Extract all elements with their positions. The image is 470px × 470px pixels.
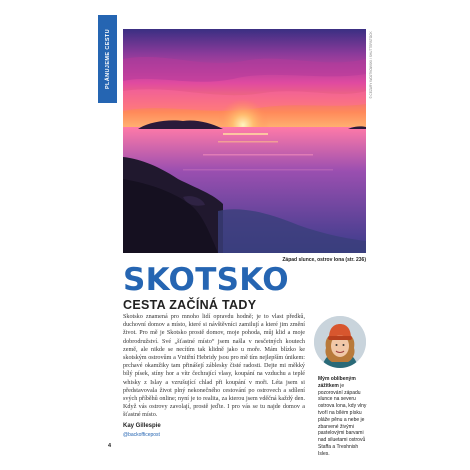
author-handle[interactable]: @backofficepost bbox=[123, 432, 160, 438]
page-subtitle: CESTA ZAČÍNÁ TADY bbox=[123, 298, 257, 312]
photo-credit bbox=[368, 30, 374, 100]
sunset-photo bbox=[123, 29, 366, 253]
body-paragraph: Skotsko znamená pro mnoho lidí opravdu hodně; je to vlast předků, duchovní domov a místo, které si návštěvníci zamilují a které jim změní život. Pro mě je Skotsko prostě domov, moje pohoda, můj klid a moje dobrodružství. Své „šťastné místo“ jsem našla v nesčetných koutech země, ale nikde se necítím tak klidně jako u moře. Mám blízko ke skotským ostrovům a Vnitřní Hebridy jsou pro mě tím nejlepším únikem: prchavé okamžiky tam přinášejí záblesky čisté radosti. Dejte mi měkký bílý písek, stíny hor a vítr čechrající vlasy, koupání na vzduchu a teplé whisky z Islay a vzrušující chlad při koupání v moři. Léta jsem si představovala život plný nekonečného cestování po ostrovech a sdílení svých příběhů online; nyní je to realita, za kterou jsem vděčná každý den. Když vás ostrovy zavolají, prostě jeďte. I pro vás se tu najde domov a šťastné místo. bbox=[123, 314, 305, 419]
photo-caption: Západ slunce, ostrov Iona (str. 236) bbox=[282, 257, 366, 263]
author-name: Kay Gillespie bbox=[123, 423, 161, 429]
photo-credit-text: © CEZARY WOJTKOWSKI / SHUTTERSTOCK bbox=[369, 31, 373, 99]
section-tab bbox=[98, 15, 117, 103]
favorite-experience-heading: Mým oblíbeným zážitkem bbox=[318, 376, 356, 389]
page-title: SKOTSKO bbox=[123, 262, 289, 298]
favorite-experience-note bbox=[318, 376, 370, 458]
section-tab-label: PLÁNUJEME CESTU bbox=[104, 28, 111, 90]
author-avatar bbox=[314, 316, 366, 368]
page-number: 4 bbox=[108, 443, 112, 449]
favorite-experience-text: je pozorování západu slunce na severu ostrova Iona, kdy vlny tvoří na bílém písku pláže pěnu a nebe je zbarvené živými pastelovými barvami nad siluetami ostrovů Staffa a Treshnish Isles. bbox=[318, 382, 367, 457]
